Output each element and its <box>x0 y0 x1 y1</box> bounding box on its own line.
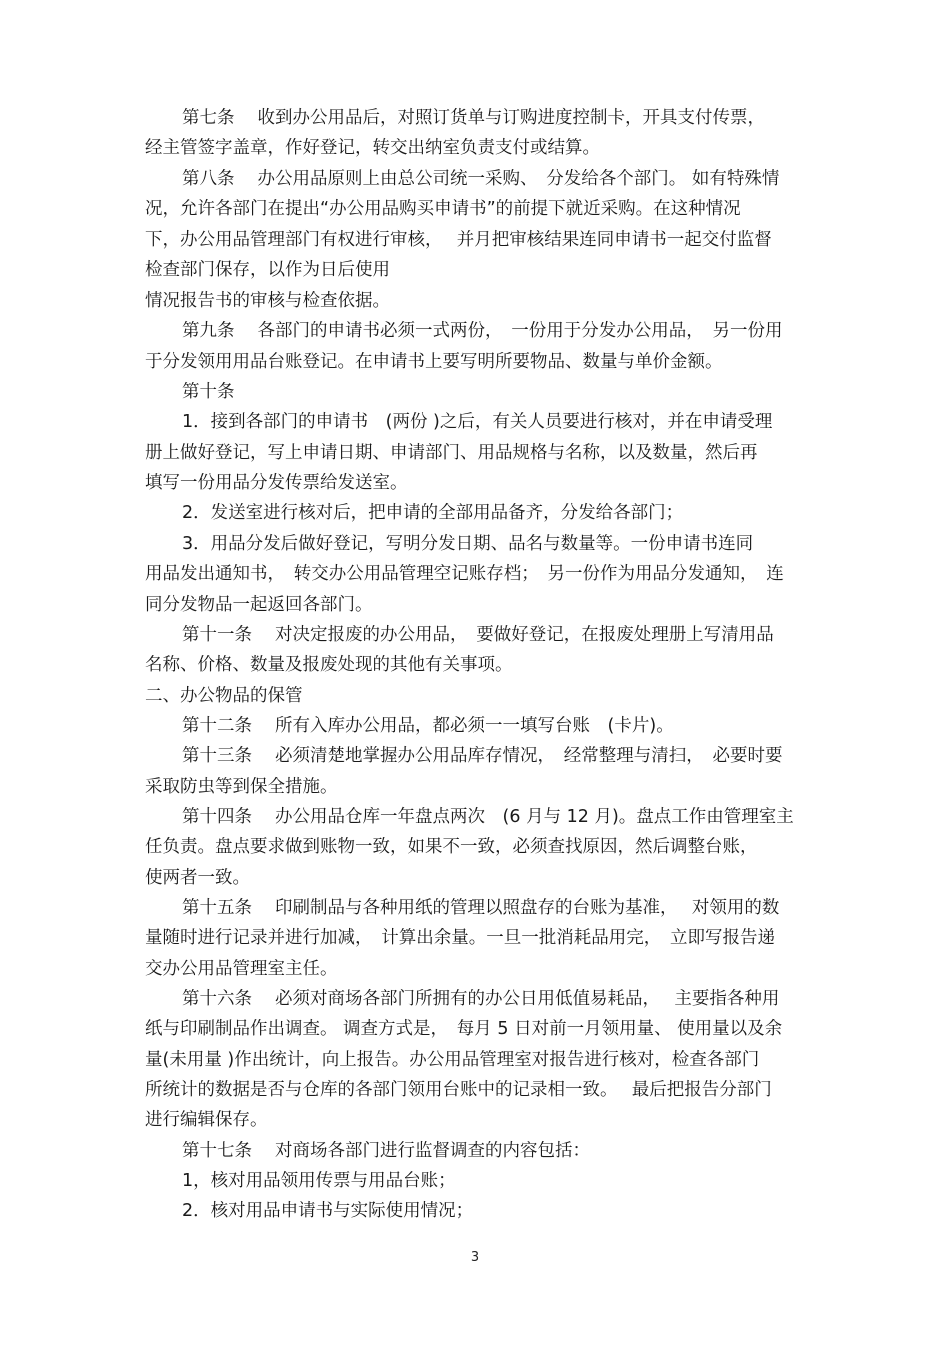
text-line: 二、办公物品的保管 <box>145 686 303 706</box>
text-line: 第十四条 办公用品仓库一年盘点两次 (6 月与 12 月)。盘点工作由管理室主 <box>182 807 794 827</box>
text-line: 册上做好登记，写上申请日期、申请部门、用品规格与名称，以及数量，然后再 <box>145 443 758 463</box>
page-number: 3 <box>470 1250 480 1265</box>
text-line: 2．核对用品申请书与实际使用情况； <box>182 1201 474 1221</box>
text-line: 交办公用品管理室主任。 <box>145 959 338 979</box>
text-line: 1．接到各部门的申请书 (两份 )之后，有关人员要进行核对，并在申请受理 <box>182 412 773 432</box>
text-line: 量(未用量 )作出统计，向上报告。办公用品管理室对报告进行核对，检查各部门 <box>145 1050 760 1070</box>
text-line: 情况报告书的审核与检查依据。 <box>145 291 390 311</box>
text-line: 填写一份用品分发传票给发送室。 <box>145 473 408 493</box>
text-line: 量随时进行记录并进行加减， 计算出余量。一旦一批消耗品用完， 立即写报告递 <box>145 928 775 948</box>
text-line: 第十二条 所有入库办公用品，都必须一一填写台账 (卡片)。 <box>182 716 674 736</box>
text-line: 第十七条 对商场各部门进行监督调查的内容包括： <box>182 1141 591 1161</box>
text-line: 经主管签字盖章，作好登记，转交出纳室负责支付或结算。 <box>145 138 600 158</box>
text-line: 第十六条 必须对商场各部门所拥有的办公日用低值易耗品， 主要指各种用 <box>182 989 780 1009</box>
text-line: 2．发送室进行核对后，把申请的全部用品备齐，分发给各部门； <box>182 503 684 523</box>
text-line: 所统计的数据是否与仓库的各部门领用台账中的记录相一致。 最后把报告分部门 <box>145 1080 772 1100</box>
text-line: 使两者一致。 <box>145 868 250 888</box>
text-line: 同分发物品一起返回各部门。 <box>145 595 373 615</box>
text-line: 进行编辑保存。 <box>145 1110 268 1130</box>
text-line: 于分发领用用品台账登记。在申请书上要写明所要物品、数量与单价金额。 <box>145 352 723 372</box>
text-line: 1，核对用品领用传票与用品台账； <box>182 1171 456 1191</box>
text-line: 第七条 收到办公用品后，对照订货单与订购进度控制卡，开具支付传票， <box>182 108 766 128</box>
text-line: 第十五条 印刷制品与各种用纸的管理以照盘存的台账为基准， 对领用的数 <box>182 898 780 918</box>
text-line: 3．用品分发后做好登记，写明分发日期、品名与数量等。一份申请书连同 <box>182 534 754 554</box>
text-line: 用品发出通知书， 转交办公用品管理空记账存档； 另一份作为用品分发通知， 连 <box>145 564 784 584</box>
text-line: 检查部门保存，以作为日后使用 <box>145 260 390 280</box>
text-line: 第十条 <box>182 382 235 402</box>
text-line: 名称、价格、数量及报废处现的其他有关事项。 <box>145 655 513 675</box>
text-line: 采取防虫等到保全措施。 <box>145 777 338 797</box>
text-line: 第八条 办公用品原则上由总公司统一采购、 分发给各个部门。 如有特殊情 <box>182 169 780 189</box>
text-line: 任负责。盘点要求做到账物一致，如果不一致，必须查找原因，然后调整台账， <box>145 837 758 857</box>
text-line: 况，允许各部门在提出“办公用品购买申请书”的前提下就近采购。在这种情况 <box>145 199 741 219</box>
text-line: 纸与印刷制品作出调查。 调查方式是， 每月 5 日对前一月领用量、 使用量以及余 <box>145 1019 783 1039</box>
text-line: 第十三条 必须清楚地掌握办公用品库存情况， 经常整理与清扫， 必要时要 <box>182 746 783 766</box>
text-line: 下，办公用品管理部门有权进行审核， 并月把审核结果连同申请书一起交付监督 <box>145 230 772 250</box>
text-line: 第九条 各部门的申请书必须一式两份， 一份用于分发办公用品， 另一份用 <box>182 321 783 341</box>
text-line: 第十一条 对决定报废的办公用品， 要做好登记，在报废处理册上写清用品 <box>182 625 774 645</box>
